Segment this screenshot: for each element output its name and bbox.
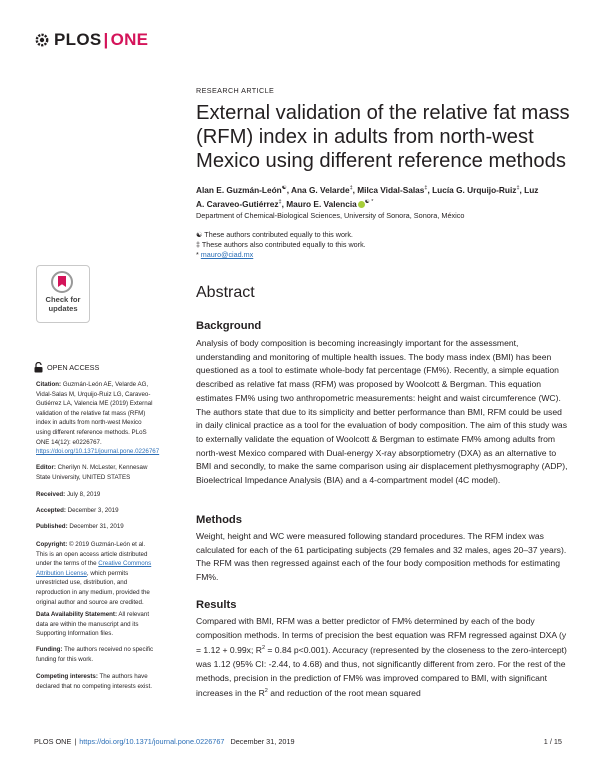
update-ring-icon (51, 271, 73, 293)
open-lock-icon (34, 362, 43, 373)
abstract-heading: Abstract (196, 284, 255, 301)
logo-plos: PLOS (54, 30, 102, 49)
badge-line-1: Check for (45, 295, 81, 304)
received-date: Received: July 8, 2019 (36, 491, 101, 498)
corresponding-email: * mauro@ciad.mx (196, 250, 254, 259)
editor-block: Editor: Cherilyn N. McLester, Kennesaw State University, UNITED STATES (36, 464, 148, 481)
logo-separator: | (103, 30, 109, 49)
funding-block: Funding: The authors received no specific funding for this work. (36, 646, 154, 663)
badge-line-2: updates (48, 304, 78, 313)
results-paragraph: Compared with BMI, RFM was a better predictor of FM% determined by each of the body composition methods. In terms of precision the best equation was RFM regressed against DXA (y = 1.12 + 0.99x; $R^2 = 0.84$ p<0.001). Accuracy (represented by the closeness to the zero-intercept) was 1.12 (95% CI: -2.44, to 4.68) and thus, not significantly different from zero. For the rest of the methods, precision in the prediction of FM% was improved compared to BMI, with significant increases in the $R^2$ and reduction of the root mean squared (196, 616, 567, 699)
affiliation: Department of Chemical-Biological Sciences, University of Sonora, Sonora, México (196, 211, 465, 220)
footer-date: December 31, 2019 (230, 737, 295, 746)
data-availability-block: Data Availability Statement: All relevant data are within the manuscript and its Supporting Information files. (36, 611, 150, 638)
footer-journal: PLOS ONE (34, 737, 72, 746)
results-heading: Results (196, 599, 237, 611)
orcid-icon[interactable] (358, 201, 365, 208)
background-heading: Background (196, 320, 262, 332)
journal-logo (34, 30, 148, 50)
page-footer: PLOS ONE | https://doi.org/10.1371/journal.pone.0226767 December 31, 2019 (34, 737, 295, 746)
check-for-updates-badge[interactable] (36, 265, 90, 323)
footer-doi-link[interactable]: https://doi.org/10.1371/journal.pone.0226767 (79, 737, 225, 746)
copyright-block: Copyright: © 2019 Guzmán-León et al. This is an open access article distributed under the terms of the Creative Commons Attribution License, which permits unrestricted use, distribution, and reproduction in any medium, provided the original author and source are credited. (36, 541, 152, 606)
email-link[interactable]: mauro@ciad.mx (200, 250, 254, 259)
article-type: RESEARCH ARTICLE (196, 86, 275, 95)
article-title: External validation of the relative fat mass (RFM) index in adults from north-west Mexico using different reference methods (196, 102, 570, 172)
cc-license-link[interactable]: Creative Commons Attribution License (36, 560, 152, 577)
author-line-1: Alan E. Guzmán-León☯, Ana G. Velarde‡, Milca Vidal-Salas‡, Lucía G. Urquijo-Ruiz‡, Luz (196, 184, 539, 195)
competing-interests-block: Competing interests: The authors have declared that no competing interests exist. (36, 673, 152, 690)
open-access-label: OPEN ACCESS (34, 362, 99, 373)
background-paragraph: Analysis of body composition is becoming increasingly important for the assessment, understanding and monitoring of multiple health issues. The body mass index (BMI) has been questioned as a tool to estimate whole-body fat percentage (FM%). Recently, a simple equation described as relative fat mass (RFM) was proposed by Woolcott & Bergman. This equation estimates FM% using two anthropometric measurements: height and waist circumference (WC). The authors state that due to its simplicity and better performance than BMI, RFM could be used in daily clinical practice as a tool for the evaluation of body composition. The aim of this study was to externally validate the equation of Woolcott & Bergman to estimate FM% among adults from north-west Mexico compared with Dual-energy X-ray absorptiometry (DXA) as an alternative to BMI and secondly, to make the same comparison using air displacement plethysmography (ADP), Bioelectrical Impedance Analysis (BIA) and a 4-compartment model (4C model). (196, 338, 568, 486)
methods-paragraph: Weight, height and WC were measured following standard procedures. The RFM index was calculated for each of the 61 participating subjects (29 females and 32 males, ages 20–37 years). The RFM was then regressed against each of the four body composition methods for estimating FM%. (196, 531, 567, 583)
also-contribution-note: ‡ These authors also contributed equally to this work. (196, 240, 366, 249)
logo-one: ONE (110, 30, 149, 49)
plos-gear-icon (34, 32, 50, 48)
methods-heading: Methods (196, 514, 242, 526)
equal-contribution-note: ☯ These authors contributed equally to this work. (196, 230, 353, 239)
author-line-2: A. Caraveo-Gutiérrez‡, Mauro E. Valencia ☯ * (196, 198, 374, 209)
citation-block: Citation: Guzmán-León AE, Velarde AG, Vidal-Salas M, Urquijo-Ruiz LG, Caraveo-Gutiérrez LA, Valencia ME (2019) External validation of the relative fat mass (RFM) index in adults from north-west Mexico using different reference methods. PLoS ONE 14(12): e0226767. https://doi.org/10.1371/journal.pone.0226767 (36, 381, 160, 456)
author-list (196, 182, 566, 210)
bookmark-icon (58, 276, 66, 287)
page-number: 1 / 15 (543, 737, 562, 746)
accepted-date: Accepted: December 3, 2019 (36, 507, 119, 514)
citation-doi-link[interactable]: https://doi.org/10.1371/journal.pone.0226767 (36, 448, 160, 456)
published-date: Published: December 31, 2019 (36, 523, 124, 530)
